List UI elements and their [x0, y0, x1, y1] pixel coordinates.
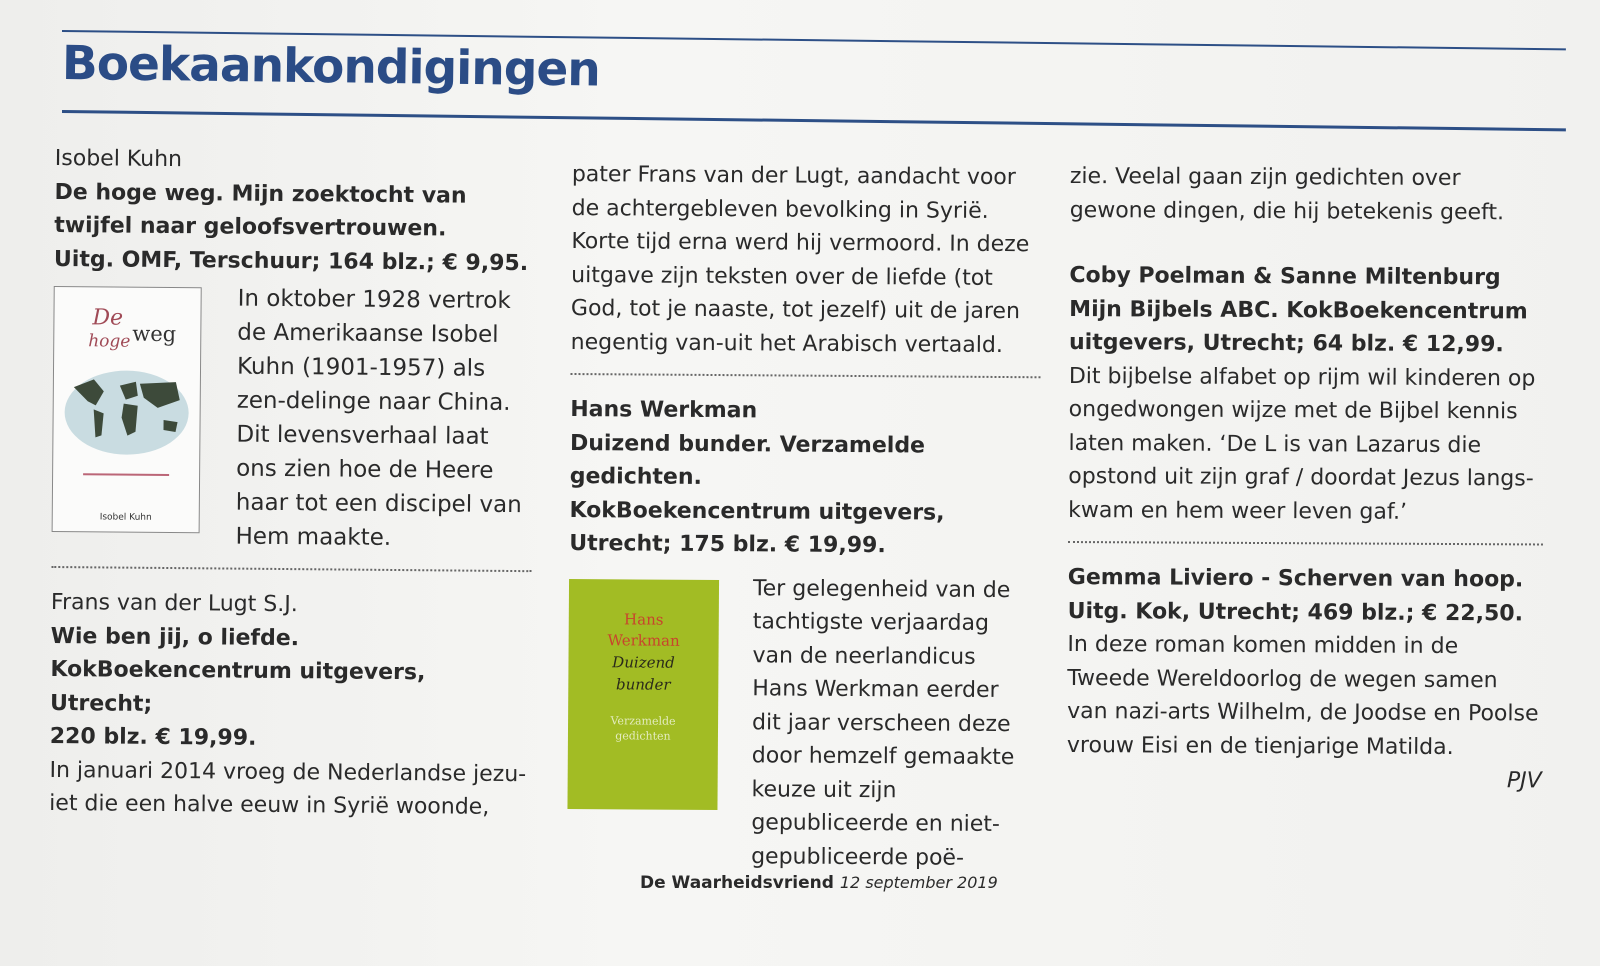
book-1-title: De hoge weg. Mijn zoektocht van twijfel naar geloofsvertrouwen.	[54, 179, 467, 242]
book-3-description: Ter gelegenheid van de tachtigste verjaardag van de neerlandicus Hans Werkman eerder dit jaar verscheen deze door hemzelf gemaakte keuze uit zijn gepubliceerde en niet-gepubliceerde poë-	[751, 575, 1015, 871]
book-3-title: Duizend bunder. Verzamelde gedichten.	[569, 430, 926, 490]
book-4-authors: Coby Poelman & Sanne Miltenburg	[1069, 262, 1501, 291]
book-1-author: Isobel Kuhn	[54, 145, 183, 173]
book-4-description: Dit bijbelse alfabet op rijm wil kinderen op ongedwongen wijze met de Bijbel kennis laten maken. ‘De L is van Lazarus die opstond uit zijn graf / doordat Jezus langs-kwam en hem weer leven gaf.’	[1068, 363, 1536, 525]
book-3-body	[567, 570, 1039, 875]
book-2-description-start: In januari 2014 vroeg de Nederlandse jezu-iet die een halve eeuw in Syrië woonde,	[49, 757, 527, 820]
footer-publication: De Waarheidsvriend	[640, 873, 834, 893]
book-2-price: 220 blz. € 19,99.	[49, 723, 257, 751]
book-5-description: In deze roman komen midden in de Tweede Wereldoorlog de wegen samen van nazi-arts Wilhelm, de Joodse en Poolse vrouw Eisi en de tienjarige Matilda.	[1066, 631, 1539, 760]
column-1	[49, 142, 535, 825]
page-footer	[640, 873, 998, 893]
book-1-description: In oktober 1928 vertrok de Amerikaanse Isobel Kuhn (1901-1957) als zen-delinge naar China. Dit levensverhaal laat ons zien hoe de Heere haar tot een discipel van Hem maakte.	[235, 285, 522, 551]
book-3-cover-image	[567, 578, 719, 809]
book-2-author: Frans van der Lugt S.J.	[50, 589, 298, 618]
book-3-description-cont: zie. Veelal gaan zijn gedichten over gewone dingen, die hij betekenis geeft.	[1069, 163, 1505, 225]
book-3-author: Hans Werkman	[570, 396, 758, 424]
book-2-description-cont: pater Frans van der Lugt, aandacht voor de achtergebleven bevolking in Syrië. Korte tijd erna werd hij vermoord. In deze uitgave zijn teksten over de liefde (tot God, tot je naaste, tot jezelf) uit de jaren negentig van-uit het Arabisch vertaald.	[570, 161, 1030, 358]
book-3-cover-title-2: bunder	[615, 674, 671, 694]
book-2-title: Wie ben jij, o liefde. KokBoekencentrum uitgevers, Utrecht;	[49, 623, 426, 717]
book-3-cover-author-2: Werkman	[607, 630, 680, 650]
book-1-cover-line	[83, 473, 169, 476]
book-3-publisher: KokBoekencentrum uitgevers, Utrecht; 175 blz. € 19,99.	[569, 497, 945, 559]
separator-dotted	[51, 566, 531, 572]
separator-dotted	[1068, 541, 1543, 545]
book-1-cover-title-a: De	[92, 305, 124, 331]
book-1-cover-title-b: hoge	[88, 331, 131, 352]
header-rule-bottom	[62, 110, 1566, 131]
book-3-cover-sub-2: gedichten	[615, 728, 671, 743]
column-3	[1067, 160, 1545, 798]
separator-dotted	[570, 373, 1040, 378]
book-3-cover-sub-1: Verzamelde	[610, 713, 676, 728]
author-signature: PJV	[1506, 768, 1542, 794]
book-4-title: Mijn Bijbels ABC. KokBoekencentrum uitgevers, Utrecht; 64 blz. € 12,99.	[1068, 296, 1528, 358]
footer-date: 12 september 2019	[839, 873, 998, 892]
book-1-cover-image	[52, 286, 202, 533]
page-title: Boekaankondigingen	[61, 36, 601, 98]
book-3-cover-title-1: Duizend	[612, 652, 675, 672]
book-1-publisher: Uitg. OMF, Terschuur; 164 blz.; € 9,95.	[53, 246, 529, 276]
book-1-body	[51, 280, 533, 556]
world-map-illustration	[63, 357, 190, 458]
book-5-title: Gemma Liviero - Scherven van hoop. Uitg. Kok, Utrecht; 469 blz.; € 22,50.	[1067, 564, 1524, 626]
column-2	[567, 158, 1042, 875]
book-1-cover-title-c: weg	[132, 321, 177, 347]
book-1-cover-author: Isobel Kuhn	[99, 512, 152, 523]
book-3-cover-author-1: Hans	[624, 609, 664, 629]
